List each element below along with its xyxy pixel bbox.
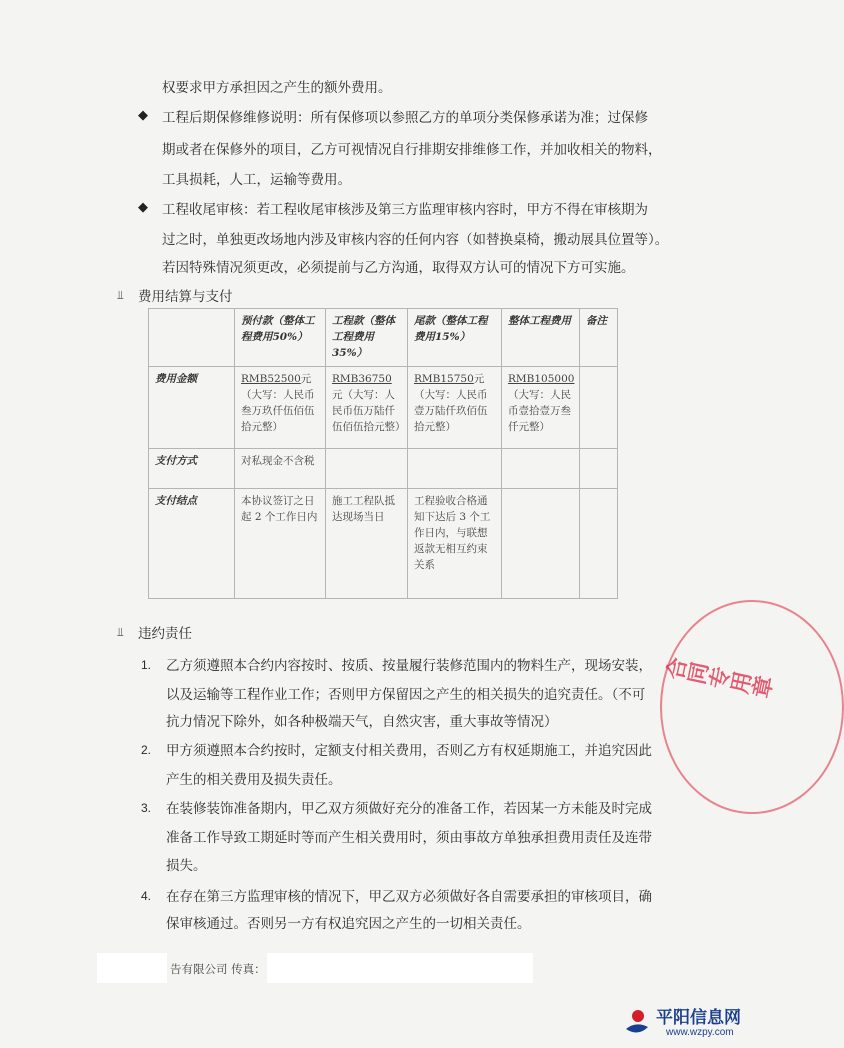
- redaction-block: [97, 953, 167, 983]
- item-number: 3.: [141, 801, 152, 815]
- contract-seal-stamp: [660, 600, 844, 814]
- breach-item-3-line-1: 在装修装饰准备期内，甲乙双方须做好充分的准备工作，若因某一方未能及时完成: [166, 801, 652, 817]
- warranty-line-3: 工具损耗，人工，运输等费用。: [162, 172, 351, 188]
- breach-item-1-line-3: 抗力情况下除外，如各种极端天气，自然灾害，重大事故等情况）: [166, 714, 558, 730]
- breach-item-4-line-2: 保审核通过。否则另一方有权追究因之产生的一切相关责任。: [166, 916, 531, 932]
- amount-words: （大写：人民币壹拾壹万叁仟元整）: [508, 389, 571, 433]
- audit-line-1: 工程收尾审核：若工程收尾审核涉及第三方监理审核内容时，甲方不得在审核期为: [162, 202, 648, 218]
- audit-line-2: 过之时，单独更改场地内涉及审核内容的任何内容（如替换桌椅，搬动展具位置等）。: [162, 232, 669, 248]
- fee-table: [148, 308, 618, 599]
- row-label: 支付结点: [149, 489, 235, 599]
- diamond-bullet-icon: ◆: [138, 200, 148, 215]
- amount-value: RMB52500: [241, 373, 301, 385]
- table-header-cell: 整体工程费用: [502, 309, 580, 367]
- table-cell: 施工工程队抵达现场当日: [326, 489, 408, 599]
- table-cell: 对私现金不含税: [235, 449, 326, 489]
- table-cell: [580, 449, 618, 489]
- breach-item-4-line-1: 在存在第三方监理审核的情况下，甲乙双方必须做好各自需要承担的审核项目，确: [166, 889, 652, 905]
- breach-item-3-line-3: 损失。: [166, 858, 207, 874]
- audit-line-3: 若因特殊情况须更改，必须提前与乙方沟通，取得双方认可的情况下方可实施。: [162, 260, 635, 276]
- watermark-title: 平阳信息网: [656, 1008, 741, 1028]
- amount-words: 元（大写：人民币伍万陆仟伍佰伍拾元整）: [332, 389, 406, 433]
- table-header-cell: [149, 309, 235, 367]
- table-cell: [580, 367, 618, 449]
- breach-item-2-line-2: 产生的相关费用及损失责任。: [166, 772, 342, 788]
- table-header-cell: 预付款（整体工程费用50%）: [235, 309, 326, 367]
- amount-value: RMB36750: [332, 373, 392, 385]
- watermark-url: www.wzpy.com: [666, 1027, 734, 1038]
- redaction-block: [267, 953, 533, 983]
- table-cell: [502, 489, 580, 599]
- amount-value: RMB105000: [508, 373, 575, 385]
- breach-item-3-line-2: 准备工作导致工期延时等而产生相关费用时，须由事故方单独承担费用责任及连带: [166, 830, 652, 846]
- table-cell: [326, 449, 408, 489]
- amount-value: RMB15750: [414, 373, 474, 385]
- continuation-line: 权要求甲方承担因之产生的额外费用。: [162, 80, 392, 96]
- breach-item-2-line-1: 甲方须遵照本合约按时，定额支付相关费用，否则乙方有权延期施工，并追究因此: [166, 743, 652, 759]
- item-number: 4.: [141, 889, 152, 903]
- table-row: [149, 449, 618, 489]
- diamond-bullet-icon: ◆: [138, 108, 148, 123]
- table-cell: [408, 449, 502, 489]
- watermark-logo-icon: [622, 1007, 652, 1039]
- table-cell: [408, 367, 502, 449]
- table-cell: [502, 367, 580, 449]
- breach-item-1-line-2: 以及运输等工程作业工作；否则甲方保留因之产生的相关损失的追究责任。（不可: [166, 687, 646, 703]
- table-header-cell: 工程款（整体工程费用35%）: [326, 309, 408, 367]
- site-watermark: [622, 1003, 748, 1045]
- amount-words: 元（大写：人民币壹万陆仟玖佰伍拾元整）: [414, 373, 488, 433]
- table-cell: [580, 489, 618, 599]
- item-number: 2.: [141, 743, 152, 757]
- fee-section-heading: 费用结算与支付: [138, 289, 233, 305]
- warranty-line-2: 期或者在保修外的项目，乙方可视情况自行排期安排维修工作，并加收相关的物料，: [162, 142, 662, 158]
- table-cell: [235, 367, 326, 449]
- table-header-row: [149, 309, 618, 367]
- row-label: 支付方式: [149, 449, 235, 489]
- table-row: [149, 367, 618, 449]
- item-number: 1.: [141, 658, 152, 672]
- section-marker-icon: ⫫: [117, 625, 124, 639]
- table-cell: 本协议签订之日起 2 个工作日内: [235, 489, 326, 599]
- table-row: [149, 489, 618, 599]
- seal-text: 合同专用章: [662, 655, 776, 704]
- breach-section-heading: 违约责任: [138, 626, 192, 642]
- amount-words: 元（大写：人民币叁万玖仟伍佰伍拾元整）: [241, 373, 315, 433]
- table-cell: 工程验收合格通知下达后 3 个工作日内，与联想返款无相互约束关系: [408, 489, 502, 599]
- table-header-cell: 备注: [580, 309, 618, 367]
- warranty-line-1: 工程后期保修维修说明：所有保修项以参照乙方的单项分类保修承诺为准；过保修: [162, 110, 648, 126]
- table-header-cell: 尾款（整体工程费用15%）: [408, 309, 502, 367]
- table-cell: [502, 449, 580, 489]
- footer-company-fragment: 告有限公司 传真：: [170, 962, 266, 976]
- breach-item-1-line-1: 乙方须遵照本合约内容按时、按质、按量履行装修范围内的物料生产，现场安装，: [166, 658, 652, 674]
- section-marker-icon: ⫫: [117, 288, 124, 302]
- row-label: 费用金额: [149, 367, 235, 449]
- table-cell: [326, 367, 408, 449]
